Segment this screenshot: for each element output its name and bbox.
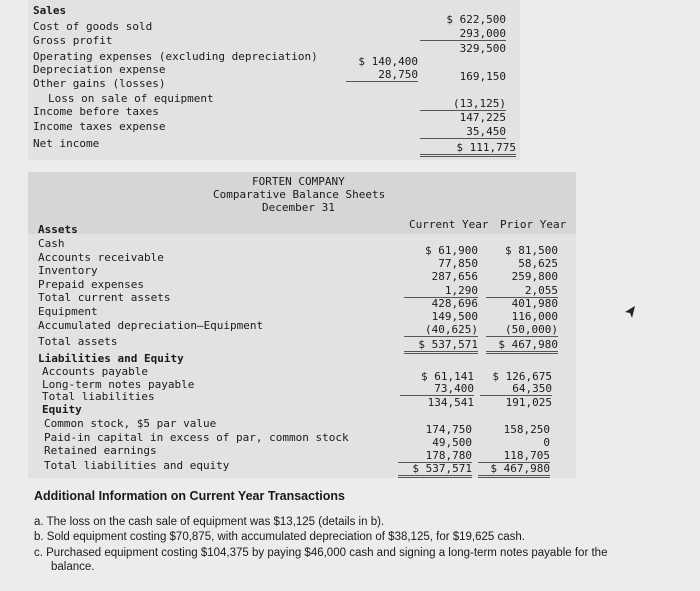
asset-prior-accounts-receivable: 58,625 xyxy=(518,257,558,270)
balance-date: December 31 xyxy=(262,201,335,214)
income-amount-sales: $ 622,500 xyxy=(446,13,506,26)
liab-label-accounts-payable: Accounts payable xyxy=(42,365,148,378)
liab-cur-accounts-payable: $ 61,141 xyxy=(421,370,474,383)
liab-cur-total-liabilities: 134,541 xyxy=(427,396,474,409)
income-amount-gross-profit: 329,500 xyxy=(459,42,506,55)
additional-info-heading: Additional Information on Current Year Transactions xyxy=(34,489,345,503)
additional-item-c: c. Purchased equipment costing $104,375 by paying $46,000 cash and signing a long-term notes payable for the xyxy=(34,547,608,559)
income-label-loss-on-sale: Loss on sale of equipment xyxy=(48,92,214,105)
income-amount-loss-on-sale: (13,125) xyxy=(420,97,506,111)
additional-item-b: b. Sold equipment costing $70,875, with accumulated depreciation of $38,125, for $19,625 cash. xyxy=(34,531,525,543)
mouse-cursor-icon xyxy=(624,305,636,319)
income-amount-income-taxes: 35,450 xyxy=(420,125,506,139)
equity-cur-common-stock: 174,750 xyxy=(425,423,472,436)
income-amount-net-income: $ 111,775 xyxy=(420,141,516,157)
liab-cur-long-term-notes: 73,400 xyxy=(400,382,474,396)
income-label-gross-profit: Gross profit xyxy=(33,34,113,47)
equity-label-retained-earnings: Retained earnings xyxy=(44,444,157,457)
equity-prior-common-stock: 158,250 xyxy=(503,423,550,436)
equity-prior-retained-earnings: 118,705 xyxy=(478,449,550,463)
asset-cur-total-assets: $ 537,571 xyxy=(404,338,478,354)
asset-prior-accumulated-depreciation: (50,000) xyxy=(486,323,558,337)
asset-cur-accumulated-depreciation: (40,625) xyxy=(404,323,478,337)
asset-cur-equipment: 149,500 xyxy=(431,310,478,323)
asset-prior-prepaid: 2,055 xyxy=(486,284,558,298)
equity-cur-total-liabilities-equity: $ 537,571 xyxy=(398,462,472,478)
asset-cur-accounts-receivable: 77,850 xyxy=(438,257,478,270)
asset-label-equipment: Equipment xyxy=(38,305,98,318)
asset-cur-prepaid: 1,290 xyxy=(404,284,478,298)
income-label-cogs: Cost of goods sold xyxy=(33,20,153,33)
asset-prior-inventory: 259,800 xyxy=(511,270,558,283)
equity-cur-retained-earnings: 178,780 xyxy=(398,449,472,463)
additional-item-a: a. The loss on the cash sale of equipment was $13,125 (details in b). xyxy=(34,516,385,528)
asset-label-prepaid: Prepaid expenses xyxy=(38,278,144,291)
asset-prior-total-current: 401,980 xyxy=(511,297,558,310)
income-amount-cogs: 293,000 xyxy=(420,27,506,41)
asset-prior-total-assets: $ 467,980 xyxy=(486,338,558,354)
equity-cur-paid-in-capital: 49,500 xyxy=(432,436,472,449)
liab-prior-accounts-payable: $ 126,675 xyxy=(492,370,552,383)
equity-prior-paid-in-capital: 0 xyxy=(543,436,550,449)
additional-item-c-continued: balance. xyxy=(51,561,95,573)
equity-label-paid-in-capital: Paid-in capital in excess of par, common stock xyxy=(44,431,349,444)
income-label-income-before-taxes: Income before taxes xyxy=(33,105,159,118)
equity-label-common-stock: Common stock, $5 par value xyxy=(44,417,217,430)
equity-heading: Equity xyxy=(42,403,82,416)
asset-label-inventory: Inventory xyxy=(38,264,98,277)
income-label-depreciation: Depreciation expense xyxy=(33,63,166,76)
income-label-other-gains: Other gains (losses) xyxy=(33,77,166,90)
income-amount-income-before-taxes: 147,225 xyxy=(459,111,506,124)
assets-heading: Assets xyxy=(38,223,78,236)
asset-prior-cash: $ 81,500 xyxy=(505,244,558,257)
asset-prior-equipment: 116,000 xyxy=(511,310,558,323)
asset-label-accumulated-depreciation: Accumulated depreciation—Equipment xyxy=(38,319,264,332)
equity-label-total-liabilities-equity: Total liabilities and equity xyxy=(44,459,230,472)
asset-cur-total-current: 428,696 xyxy=(431,297,478,310)
income-label-net-income: Net income xyxy=(33,137,100,150)
balance-title: Comparative Balance Sheets xyxy=(213,188,386,201)
balance-company-name: FORTEN COMPANY xyxy=(252,175,345,188)
income-label-income-taxes: Income taxes expense xyxy=(33,120,166,133)
liabilities-heading: Liabilities and Equity xyxy=(38,352,184,365)
equity-prior-total-liabilities-equity: $ 467,980 xyxy=(478,462,550,478)
asset-label-accounts-receivable: Accounts receivable xyxy=(38,251,164,264)
asset-label-total-assets: Total assets xyxy=(38,335,118,348)
income-amount-total-expenses: 169,150 xyxy=(459,70,506,83)
income-sub-depreciation: 28,750 xyxy=(346,68,418,82)
asset-label-total-current: Total current assets xyxy=(38,291,171,304)
column-header-current: Current Year xyxy=(409,218,489,231)
asset-label-cash: Cash xyxy=(38,237,65,250)
income-sub-opex: $ 140,400 xyxy=(358,55,418,68)
asset-cur-inventory: 287,656 xyxy=(431,270,478,283)
column-header-prior: Prior Year xyxy=(500,218,567,231)
liab-label-long-term-notes: Long-term notes payable xyxy=(42,378,195,391)
liab-prior-total-liabilities: 191,025 xyxy=(505,396,552,409)
liab-prior-long-term-notes: 64,350 xyxy=(480,382,552,396)
liab-label-total-liabilities: Total liabilities xyxy=(42,390,155,403)
asset-cur-cash: $ 61,900 xyxy=(425,244,478,257)
income-label-opex: Operating expenses (excluding depreciation) xyxy=(33,50,318,63)
income-label-sales: Sales xyxy=(33,4,67,17)
